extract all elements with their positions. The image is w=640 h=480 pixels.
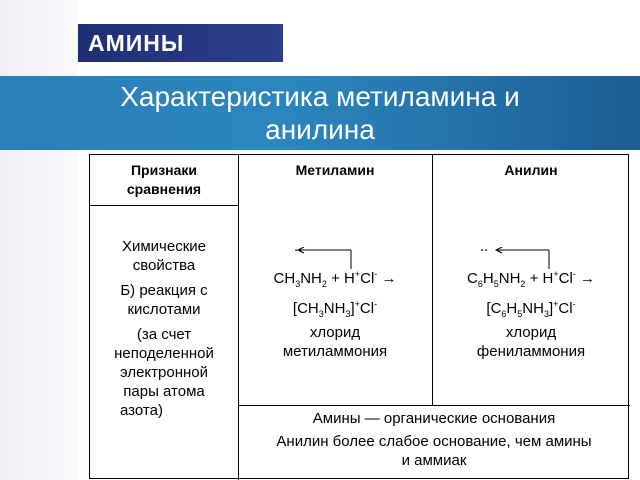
header-aniline: Анилин xyxy=(504,162,558,178)
criteria-line: электронной xyxy=(120,364,208,381)
header-criteria xyxy=(90,161,238,199)
methylamine-product-name: хлорид метиламмония xyxy=(282,324,388,360)
criteria-line: пары атома xyxy=(123,383,205,400)
lone-pair-dots: .. xyxy=(480,238,489,255)
header-criteria-line: Признаки xyxy=(130,162,198,178)
header-criteria-line: сравнения xyxy=(126,181,202,197)
criteria-line: неподеленной xyxy=(114,345,214,362)
slide-title-line-2: анилина xyxy=(265,114,375,145)
criteria-line: Б) реакция с xyxy=(120,282,208,299)
criteria-description xyxy=(90,237,238,420)
left-decor-bar xyxy=(0,0,78,480)
criteria-line: свойства xyxy=(132,257,196,274)
slide-title xyxy=(30,80,610,146)
table-divider-header xyxy=(90,205,238,206)
conclusion-text xyxy=(238,409,630,470)
aniline-product-name: хлорид фениламмония xyxy=(476,324,586,360)
slide-title-line-1: Характеристика метиламина и xyxy=(120,81,520,112)
conclusion-line: Анилин более слабое основание, чем амины xyxy=(276,433,592,450)
comparison-table xyxy=(89,154,629,479)
section-badge xyxy=(78,24,283,62)
table-divider-conclusion xyxy=(238,405,630,406)
methylamine-product: $[CH_3NH_3]^+Cl^-$ xyxy=(292,299,378,319)
criteria-line: Химические xyxy=(121,238,207,255)
methylamine-reaction: $CH_3NH_2 + H^+Cl^-$ → xyxy=(273,269,397,289)
criteria-line: кислотами xyxy=(127,301,201,318)
criteria-line: (за счет xyxy=(136,326,192,343)
aniline-product: $[C_6H_5NH_3]^+Cl^-$ xyxy=(486,299,576,319)
aniline-reaction: $C_6H_5NH_2 + H^+Cl^-$ → xyxy=(467,269,595,289)
lone-pair-dots: .. xyxy=(294,238,303,255)
header-methylamine: Метиламин xyxy=(295,162,375,178)
conclusion-line: и аммиак xyxy=(401,452,467,469)
section-badge-label: АМИНЫ xyxy=(88,29,185,56)
criteria-line: азота) xyxy=(120,402,163,419)
conclusion-line: Амины — органические основания xyxy=(312,410,556,427)
